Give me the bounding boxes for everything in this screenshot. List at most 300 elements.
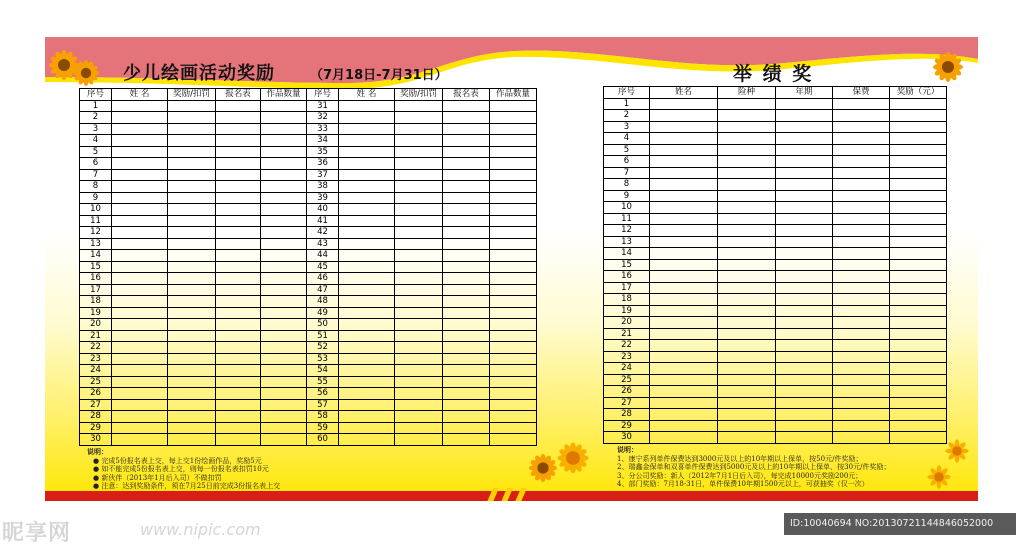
table-cell <box>339 181 395 193</box>
table-cell <box>890 282 947 294</box>
table-cell <box>339 135 395 147</box>
table-cell <box>216 296 261 308</box>
table-row <box>604 271 947 283</box>
table-cell <box>443 112 490 124</box>
table-cell <box>395 192 443 204</box>
table-cell <box>339 376 395 388</box>
table-cell <box>339 204 395 216</box>
table-row <box>80 169 537 181</box>
table-cell <box>776 409 833 421</box>
row-number: 9 <box>80 192 112 204</box>
table-cell <box>395 342 443 354</box>
table-cell <box>776 363 833 375</box>
column-header: 年期 <box>776 87 833 99</box>
sunflower-icon <box>73 60 99 86</box>
table-cell <box>261 411 307 423</box>
table-cell <box>833 397 890 409</box>
table-cell <box>490 250 537 262</box>
table-cell <box>112 365 168 377</box>
table-cell <box>443 169 490 181</box>
table-cell <box>650 340 718 352</box>
table-cell <box>718 420 776 432</box>
table-cell <box>890 213 947 225</box>
table-cell <box>490 169 537 181</box>
table-cell <box>776 213 833 225</box>
table-cell <box>261 238 307 250</box>
table-cell <box>112 330 168 342</box>
id-banner: ID:10040694 NO:20130721144846052000 <box>784 513 1016 535</box>
row-number: 8 <box>80 181 112 193</box>
table-cell <box>490 399 537 411</box>
table-cell <box>339 434 395 446</box>
left-notes <box>87 448 280 491</box>
column-header: 序号 <box>604 87 650 99</box>
table-cell <box>650 271 718 283</box>
table-cell <box>776 179 833 191</box>
table-cell <box>650 202 718 214</box>
table-cell <box>395 273 443 285</box>
table-cell <box>395 238 443 250</box>
table-cell <box>395 204 443 216</box>
table-cell <box>776 248 833 260</box>
row-number: 49 <box>307 307 339 319</box>
table-cell <box>833 432 890 444</box>
table-cell <box>261 330 307 342</box>
table-cell <box>890 167 947 179</box>
row-number: 7 <box>80 169 112 181</box>
table-cell <box>490 319 537 331</box>
table-row <box>604 121 947 133</box>
table-cell <box>833 248 890 260</box>
table-cell <box>650 213 718 225</box>
table-cell <box>490 261 537 273</box>
table-cell <box>833 305 890 317</box>
row-number: 34 <box>307 135 339 147</box>
table-cell <box>650 386 718 398</box>
table-cell <box>168 411 216 423</box>
row-number: 29 <box>604 420 650 432</box>
table-cell <box>395 123 443 135</box>
table-cell <box>443 261 490 273</box>
table-cell <box>339 215 395 227</box>
table-cell <box>112 192 168 204</box>
table-cell <box>216 204 261 216</box>
table-row <box>604 259 947 271</box>
table-cell <box>443 319 490 331</box>
table-cell <box>833 213 890 225</box>
table-cell <box>776 98 833 110</box>
table-cell <box>443 422 490 434</box>
table-cell <box>339 353 395 365</box>
table-cell <box>443 399 490 411</box>
left-award-table <box>79 88 537 446</box>
table-cell <box>776 271 833 283</box>
table-cell <box>890 248 947 260</box>
row-number: 57 <box>307 399 339 411</box>
table-cell <box>216 181 261 193</box>
table-cell <box>890 294 947 306</box>
table-cell <box>490 123 537 135</box>
table-cell <box>168 238 216 250</box>
table-cell <box>339 273 395 285</box>
table-cell <box>168 399 216 411</box>
table-cell <box>718 340 776 352</box>
table-cell <box>112 123 168 135</box>
table-cell <box>490 227 537 239</box>
table-cell <box>776 386 833 398</box>
table-cell <box>168 296 216 308</box>
table-cell <box>112 434 168 446</box>
table-cell <box>443 365 490 377</box>
table-cell <box>718 190 776 202</box>
table-cell <box>718 305 776 317</box>
table-cell <box>890 225 947 237</box>
table-row <box>80 146 537 158</box>
table-cell <box>112 284 168 296</box>
table-row <box>80 181 537 193</box>
table-cell <box>261 204 307 216</box>
row-number: 10 <box>80 204 112 216</box>
table-row <box>604 236 947 248</box>
table-cell <box>490 215 537 227</box>
table-row <box>604 363 947 375</box>
table-cell <box>490 296 537 308</box>
table-cell <box>168 100 216 112</box>
table-cell <box>890 386 947 398</box>
table-cell <box>339 296 395 308</box>
table-row <box>80 422 537 434</box>
table-cell <box>395 181 443 193</box>
right-notes <box>617 446 890 489</box>
table-cell <box>718 328 776 340</box>
table-cell <box>339 411 395 423</box>
table-cell <box>339 158 395 170</box>
table-cell <box>261 388 307 400</box>
table-cell <box>261 158 307 170</box>
table-cell <box>168 353 216 365</box>
row-number: 2 <box>80 112 112 124</box>
table-cell <box>261 227 307 239</box>
table-cell <box>490 146 537 158</box>
row-number: 22 <box>80 342 112 354</box>
row-number: 14 <box>604 248 650 260</box>
sunflower-icon <box>927 465 951 489</box>
left-title-date-range: （7月18日-7月31日） <box>310 68 448 83</box>
table-row <box>80 342 537 354</box>
table-cell <box>443 215 490 227</box>
table-cell <box>650 305 718 317</box>
table-cell <box>718 133 776 145</box>
table-cell <box>261 319 307 331</box>
table-cell <box>718 294 776 306</box>
table-cell <box>718 248 776 260</box>
row-number: 52 <box>307 342 339 354</box>
table-cell <box>650 363 718 375</box>
table-cell <box>718 236 776 248</box>
row-number: 11 <box>80 215 112 227</box>
row-number: 30 <box>80 434 112 446</box>
table-cell <box>490 434 537 446</box>
table-cell <box>216 307 261 319</box>
table-cell <box>890 144 947 156</box>
column-header: 姓 名 <box>112 89 168 101</box>
table-cell <box>395 353 443 365</box>
table-cell <box>718 409 776 421</box>
row-number: 50 <box>307 319 339 331</box>
table-cell <box>339 284 395 296</box>
table-row <box>80 376 537 388</box>
table-row <box>604 144 947 156</box>
table-cell <box>833 133 890 145</box>
table-cell <box>216 388 261 400</box>
table-row <box>604 133 947 145</box>
table-cell <box>168 181 216 193</box>
table-cell <box>776 167 833 179</box>
table-cell <box>833 294 890 306</box>
table-cell <box>833 317 890 329</box>
table-cell <box>339 146 395 158</box>
row-number: 28 <box>80 411 112 423</box>
table-row <box>604 351 947 363</box>
table-cell <box>833 271 890 283</box>
sunflower-icon <box>933 52 963 82</box>
table-cell <box>833 363 890 375</box>
table-cell <box>776 133 833 145</box>
table-cell <box>443 146 490 158</box>
row-number: 45 <box>307 261 339 273</box>
table-cell <box>261 250 307 262</box>
table-cell <box>890 271 947 283</box>
table-cell <box>339 319 395 331</box>
table-cell <box>395 296 443 308</box>
table-cell <box>339 238 395 250</box>
row-number: 30 <box>604 432 650 444</box>
table-header-row <box>80 89 537 101</box>
column-header: 姓 名 <box>339 89 395 101</box>
table-cell <box>112 204 168 216</box>
table-cell <box>395 227 443 239</box>
table-cell <box>650 259 718 271</box>
table-row <box>604 374 947 386</box>
row-number: 16 <box>604 271 650 283</box>
table-cell <box>890 420 947 432</box>
table-cell <box>395 112 443 124</box>
table-cell <box>168 204 216 216</box>
table-cell <box>261 296 307 308</box>
table-cell <box>650 328 718 340</box>
table-cell <box>112 307 168 319</box>
table-cell <box>168 158 216 170</box>
table-cell <box>443 227 490 239</box>
table-cell <box>168 273 216 285</box>
row-number: 55 <box>307 376 339 388</box>
table-cell <box>650 282 718 294</box>
table-cell <box>112 411 168 423</box>
table-cell <box>776 236 833 248</box>
table-cell <box>216 353 261 365</box>
row-number: 41 <box>307 215 339 227</box>
notes-heading: 说明： <box>617 445 638 454</box>
table-cell <box>216 100 261 112</box>
note-text: 完成5份报名表上交，每上交1份绘画作品，奖励5元 <box>101 456 262 465</box>
row-number: 26 <box>604 386 650 398</box>
table-cell <box>776 190 833 202</box>
row-number: 53 <box>307 353 339 365</box>
table-cell <box>718 351 776 363</box>
table-cell <box>490 100 537 112</box>
table-row <box>604 282 947 294</box>
note-item: ● 完成5份报名表上交，每上交1份绘画作品，奖励5元 <box>93 456 262 465</box>
row-number: 43 <box>307 238 339 250</box>
column-header: 姓名 <box>650 87 718 99</box>
column-header: 报名表 <box>216 89 261 101</box>
table-cell <box>261 284 307 296</box>
table-cell <box>261 112 307 124</box>
row-number: 12 <box>80 227 112 239</box>
table-cell <box>776 121 833 133</box>
column-header: 作品数量 <box>261 89 307 101</box>
table-row <box>80 100 537 112</box>
table-cell <box>490 112 537 124</box>
table-cell <box>168 376 216 388</box>
table-cell <box>339 250 395 262</box>
table-cell <box>890 328 947 340</box>
table-cell <box>443 250 490 262</box>
column-header: 序号 <box>307 89 339 101</box>
row-number: 15 <box>80 261 112 273</box>
table-cell <box>650 397 718 409</box>
row-number: 1 <box>604 98 650 110</box>
table-cell <box>650 248 718 260</box>
row-number: 44 <box>307 250 339 262</box>
table-cell <box>339 330 395 342</box>
row-number: 24 <box>604 363 650 375</box>
table-cell <box>443 181 490 193</box>
row-number: 12 <box>604 225 650 237</box>
table-row <box>604 294 947 306</box>
table-row <box>604 248 947 260</box>
table-cell <box>261 273 307 285</box>
table-row <box>80 319 537 331</box>
table-cell <box>776 374 833 386</box>
table-cell <box>650 420 718 432</box>
table-cell <box>261 135 307 147</box>
column-header: 作品数量 <box>490 89 537 101</box>
table-cell <box>490 204 537 216</box>
table-cell <box>718 374 776 386</box>
table-cell <box>650 317 718 329</box>
table-cell <box>833 98 890 110</box>
table-cell <box>718 213 776 225</box>
table-cell <box>776 144 833 156</box>
table-row <box>604 202 947 214</box>
table-cell <box>395 215 443 227</box>
table-row <box>80 250 537 262</box>
row-number: 48 <box>307 296 339 308</box>
table-cell <box>650 133 718 145</box>
table-cell <box>890 432 947 444</box>
notes-heading: 说明： <box>87 447 108 456</box>
table-cell <box>776 156 833 168</box>
table-cell <box>395 434 443 446</box>
table-cell <box>776 110 833 122</box>
table-cell <box>650 236 718 248</box>
table-cell <box>112 158 168 170</box>
table-cell <box>261 146 307 158</box>
table-cell <box>776 317 833 329</box>
table-cell <box>776 305 833 317</box>
row-number: 10 <box>604 202 650 214</box>
table-cell <box>890 202 947 214</box>
table-cell <box>890 121 947 133</box>
table-cell <box>890 259 947 271</box>
table-cell <box>216 238 261 250</box>
table-cell <box>168 227 216 239</box>
table-cell <box>490 388 537 400</box>
table-cell <box>339 261 395 273</box>
row-number: 59 <box>307 422 339 434</box>
table-cell <box>339 399 395 411</box>
table-cell <box>890 110 947 122</box>
table-cell <box>216 215 261 227</box>
table-cell <box>650 167 718 179</box>
row-number: 40 <box>307 204 339 216</box>
row-number: 13 <box>604 236 650 248</box>
table-cell <box>890 305 947 317</box>
note-text: 新伙伴（2013年1月后入司）不做扣罚 <box>101 473 222 482</box>
row-number: 9 <box>604 190 650 202</box>
row-number: 46 <box>307 273 339 285</box>
table-cell <box>216 123 261 135</box>
table-cell <box>833 351 890 363</box>
table-cell <box>890 317 947 329</box>
table-cell <box>261 399 307 411</box>
table-cell <box>718 363 776 375</box>
table-cell <box>776 432 833 444</box>
table-cell <box>776 351 833 363</box>
table-cell <box>650 294 718 306</box>
row-number: 14 <box>80 250 112 262</box>
table-cell <box>490 342 537 354</box>
table-cell <box>718 167 776 179</box>
table-cell <box>168 319 216 331</box>
row-number: 15 <box>604 259 650 271</box>
table-cell <box>216 112 261 124</box>
table-cell <box>395 319 443 331</box>
table-cell <box>395 422 443 434</box>
table-cell <box>718 386 776 398</box>
table-cell <box>168 365 216 377</box>
table-cell <box>650 121 718 133</box>
right-award-table <box>603 86 947 444</box>
table-cell <box>395 307 443 319</box>
table-cell <box>718 202 776 214</box>
row-number: 58 <box>307 411 339 423</box>
table-cell <box>395 158 443 170</box>
row-number: 56 <box>307 388 339 400</box>
note-item: ● 新伙伴（2013年1月后入司）不做扣罚 <box>93 473 222 482</box>
table-cell <box>112 388 168 400</box>
table-row <box>604 386 947 398</box>
table-cell <box>490 192 537 204</box>
table-row <box>80 123 537 135</box>
row-number: 21 <box>604 328 650 340</box>
table-row <box>80 307 537 319</box>
table-cell <box>168 388 216 400</box>
table-cell <box>890 351 947 363</box>
table-row <box>604 317 947 329</box>
row-number: 17 <box>80 284 112 296</box>
